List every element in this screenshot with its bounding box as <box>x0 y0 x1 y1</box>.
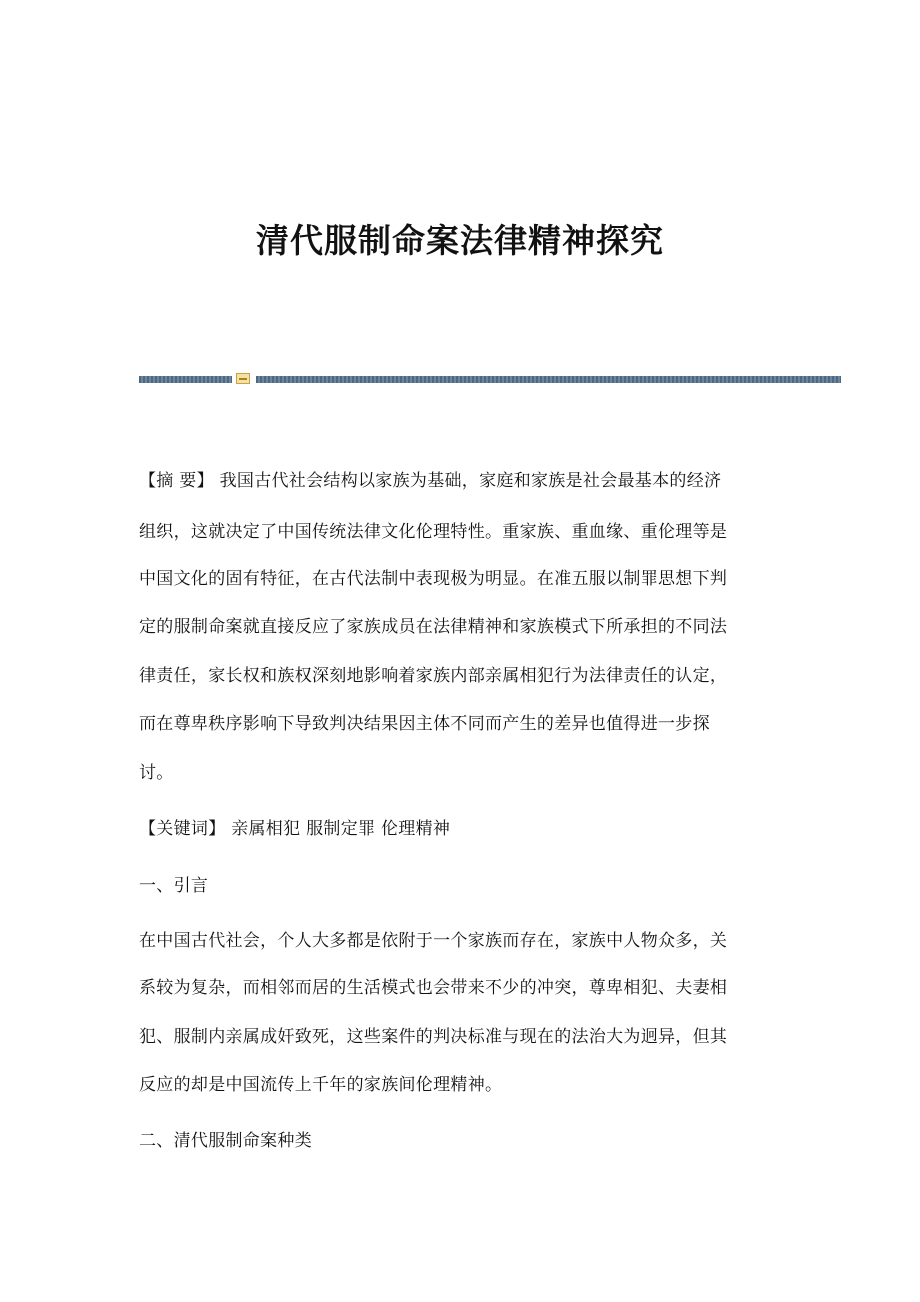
abstract-line: 【摘 要】 我国古代社会结构以家族为基础，家庭和家族是社会最基本的经济 <box>139 471 722 491</box>
abstract-line: 律责任，家长权和族权深刻地影响着家族内部亲属相犯行为法律责任的认定， <box>139 666 728 686</box>
abstract-line: 而在尊卑秩序影响下导致判决结果因主体不同而产生的差异也值得进一步探 <box>139 714 710 734</box>
abstract-line: 定的服制命案就直接反应了家族成员在法律精神和家族模式下所承担的不同法 <box>139 617 728 637</box>
section1-line: 反应的却是中国流传上千年的家族间伦理精神。 <box>139 1075 503 1095</box>
divider-ornament-icon <box>236 373 250 384</box>
divider-bar-right <box>256 376 841 383</box>
document-title: 清代服制命案法律精神探究 <box>256 221 664 260</box>
abstract-line: 讨。 <box>139 763 174 783</box>
section1-line: 在中国古代社会，个人大多都是依附于一个家族而存在，家族中人物众多，关 <box>139 931 728 951</box>
divider-bar-left <box>139 376 232 383</box>
abstract-line: 组织，这就决定了中国传统法律文化伦理特性。重家族、重血缘、重伦理等是 <box>139 522 728 542</box>
abstract-line: 中国文化的固有特征，在古代法制中表现极为明显。在准五服以制罪思想下判 <box>139 569 728 589</box>
title-divider <box>139 373 841 385</box>
section1-line: 系较为复杂，而相邻而居的生活模式也会带来不少的冲突，尊卑相犯、夫妻相 <box>139 978 728 998</box>
section-heading-case-types: 二、清代服制命案种类 <box>139 1131 312 1151</box>
keywords-line: 【关键词】 亲属相犯 服制定罪 伦理精神 <box>139 819 451 839</box>
section1-line: 犯、服制内亲属成奸致死，这些案件的判决标准与现在的法治大为迥异，但其 <box>139 1027 728 1047</box>
section-heading-introduction: 一、引言 <box>139 876 209 896</box>
